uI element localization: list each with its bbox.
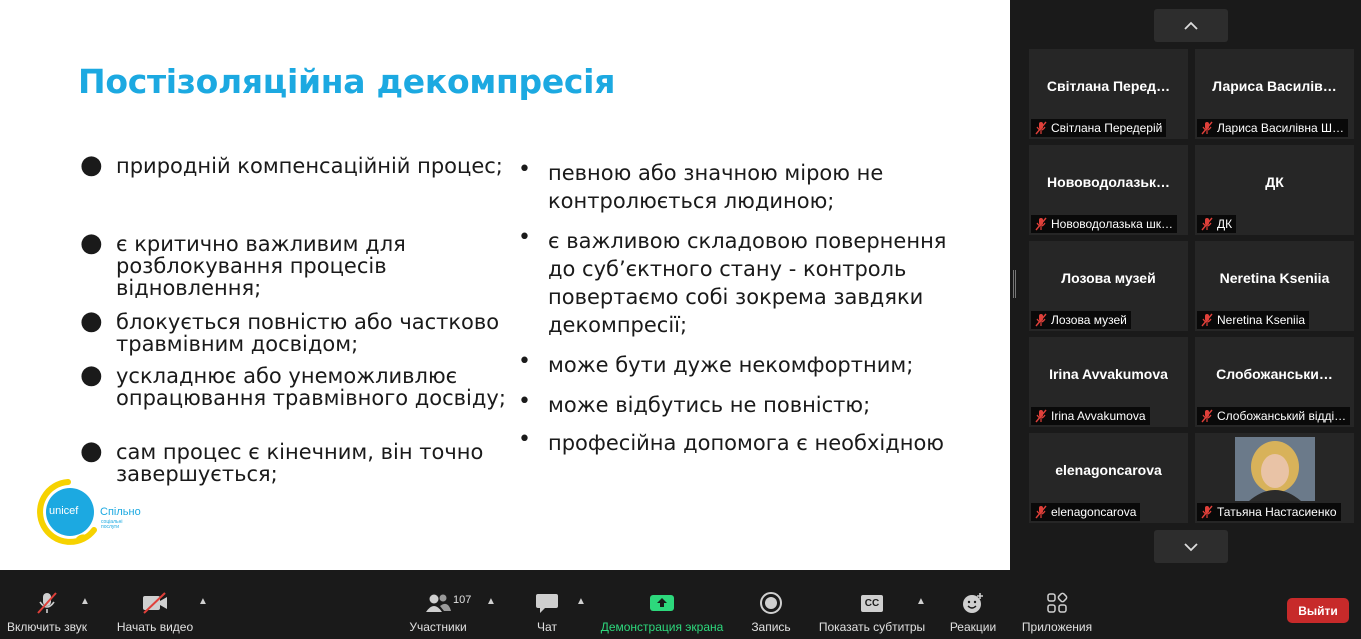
- apps-icon: [1046, 592, 1068, 614]
- right-bullet-list: [518, 159, 978, 489]
- participant-tile[interactable]: Слобожанськи… Слобожанський відді…: [1195, 337, 1354, 427]
- participant-name-tag: Нововодолазька шк…: [1031, 215, 1177, 233]
- left-bullet-list: [80, 150, 520, 491]
- participant-name-tag: Татьяна Настасиенко: [1197, 503, 1341, 521]
- muted-mic-icon: [1201, 121, 1213, 135]
- reactions-icon: [961, 591, 985, 615]
- muted-mic-icon: [1035, 217, 1047, 231]
- muted-mic-icon: [1035, 409, 1047, 423]
- participant-video-thumbnail: [1235, 437, 1315, 501]
- participant-tile[interactable]: Irina Avvakumova Irina Avvakumova: [1029, 337, 1188, 427]
- bullet-icon: •: [518, 225, 531, 250]
- bullet-icon: ●: [80, 436, 103, 466]
- participants-button[interactable]: Участники: [402, 570, 474, 639]
- leave-meeting-button[interactable]: Выйти: [1287, 598, 1349, 623]
- start-video-button[interactable]: Начать видео: [112, 570, 198, 639]
- list-item: • є важливою складовою повернення до суб’єктного стану - контроль повертаємо собі зокрема завдяки декомпресії;: [518, 225, 947, 337]
- chat-button[interactable]: Чат: [528, 570, 566, 639]
- unmute-button[interactable]: Включить звук: [2, 570, 92, 639]
- record-button[interactable]: Запись: [744, 570, 798, 639]
- record-icon: [759, 591, 783, 615]
- muted-mic-icon: [1201, 217, 1213, 231]
- share-screen-icon: [649, 593, 675, 613]
- captions-options-caret[interactable]: ▲: [916, 596, 926, 607]
- bullet-icon: •: [518, 349, 531, 374]
- list-item: ● є критично важливим для розблокування процесів відновлення;: [80, 228, 406, 300]
- muted-mic-icon: [1035, 313, 1047, 327]
- gallery-page-up-button[interactable]: [1154, 9, 1228, 42]
- participant-tile[interactable]: [1195, 433, 1354, 523]
- chevron-down-icon: [1183, 542, 1199, 552]
- muted-mic-icon: [1035, 505, 1047, 519]
- list-item: ● ускладнює або унеможливлює опрацювання травмівного досвіду;: [80, 360, 506, 410]
- list-item: ● сам процес є кінечним, він точно завершується;: [80, 436, 484, 486]
- participant-name-tag: ДК: [1197, 215, 1236, 233]
- reactions-button[interactable]: Реакции: [946, 570, 1000, 639]
- bullet-icon: ●: [80, 360, 103, 390]
- participant-name-tag: Світлана Передерій: [1031, 119, 1166, 137]
- muted-mic-icon: [1201, 313, 1213, 327]
- bullet-icon: ●: [80, 228, 103, 258]
- participants-icon: [424, 592, 452, 614]
- participant-tile[interactable]: elenagoncarova elenagoncarova: [1029, 433, 1188, 523]
- participant-name-tag: Слобожанський відді…: [1197, 407, 1350, 425]
- bullet-icon: •: [518, 157, 531, 182]
- video-options-caret[interactable]: ▲: [198, 596, 208, 607]
- participant-name-tag: Лариса Василівна Ш…: [1197, 119, 1348, 137]
- muted-mic-icon: [1201, 505, 1213, 519]
- partner-subtitle: соціальні послуги: [101, 519, 123, 530]
- list-item: • професійна допомога є необхідною: [518, 427, 944, 455]
- captions-icon: CC: [861, 595, 883, 612]
- captions-button[interactable]: CC Показать субтитры: [816, 570, 928, 639]
- participant-tile[interactable]: Лариса Василів… Лариса Василівна Ш…: [1195, 49, 1354, 139]
- video-off-icon: [141, 592, 169, 614]
- audio-options-caret[interactable]: ▲: [80, 596, 90, 607]
- muted-mic-icon: [1201, 409, 1213, 423]
- chat-options-caret[interactable]: ▲: [576, 596, 586, 607]
- participant-tile[interactable]: Лозова музей Лозова музей: [1029, 241, 1188, 331]
- gallery-page-down-button[interactable]: [1154, 530, 1228, 563]
- bullet-icon: •: [518, 427, 531, 452]
- participant-count: 107: [453, 594, 472, 606]
- participant-tile[interactable]: ДК ДК: [1195, 145, 1354, 235]
- participant-name-tag: elenagoncarova: [1031, 503, 1140, 521]
- participant-tile[interactable]: Світлана Перед… Світлана Передерій: [1029, 49, 1188, 139]
- participant-name-tag: Лозова музей: [1031, 311, 1131, 329]
- muted-mic-icon: [1035, 121, 1047, 135]
- apps-button[interactable]: Приложения: [1016, 570, 1098, 639]
- list-item: • може бути дуже некомфортним;: [518, 349, 914, 377]
- chat-icon: [535, 592, 559, 614]
- unicef-wordmark: unicef: [49, 505, 79, 517]
- participant-name-tag: Irina Avvakumova: [1031, 407, 1150, 425]
- participant-gallery: [1020, 0, 1361, 570]
- partner-wordmark: Спільно: [100, 506, 141, 518]
- slide-title: Постізоляційна декомпресія: [78, 62, 616, 101]
- meeting-toolbar: [0, 570, 1361, 639]
- list-item: • може відбутись не повністю;: [518, 389, 871, 417]
- panel-resize-handle[interactable]: [1013, 270, 1016, 298]
- list-item: • певною або значною мірою не контролюється людиною;: [518, 157, 884, 213]
- unicef-logo: [36, 478, 156, 548]
- share-screen-button[interactable]: Демонстрация экрана: [597, 570, 727, 639]
- list-item: ● природній компенсаційній процес;: [80, 150, 503, 180]
- bullet-icon: •: [518, 389, 531, 414]
- bullet-icon: ●: [80, 150, 103, 180]
- muted-mic-icon: [35, 591, 59, 615]
- list-item: ● блокується повністю або частково травмівним досвідом;: [80, 306, 500, 356]
- participant-tile[interactable]: Нововодолазьк… Нововодолазька шк…: [1029, 145, 1188, 235]
- bullet-icon: ●: [80, 306, 103, 336]
- participant-name-tag: Neretina Kseniia: [1197, 311, 1309, 329]
- chevron-up-icon: [1183, 21, 1199, 31]
- participants-options-caret[interactable]: ▲: [486, 596, 496, 607]
- participant-tile[interactable]: Neretina Kseniia Neretina Kseniia: [1195, 241, 1354, 331]
